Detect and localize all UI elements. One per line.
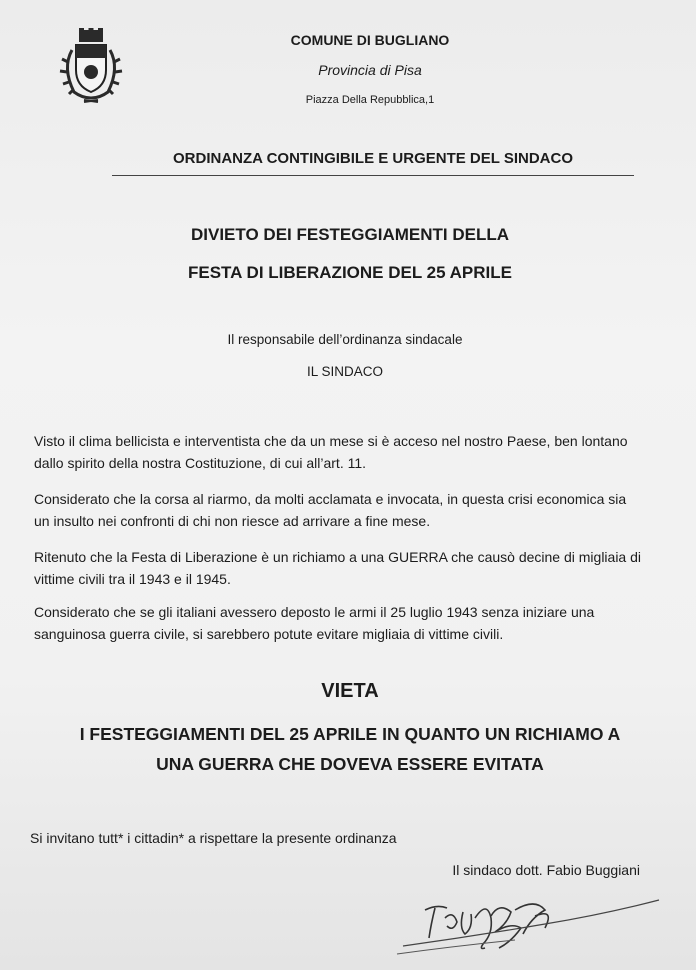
- mayor-label: IL SINDACO: [306, 364, 384, 379]
- paragraph-considerato-2: Considerato che se gli italiani avessero deposto le armi il 25 luglio 1943 senza iniziare una sanguinosa guerra civile, si sarebbero potute evitare migliaia di vittime civili.: [34, 604, 595, 642]
- heading-divider: [112, 175, 634, 176]
- title-line-1: DIVIETO DEI FESTEGGIAMENTI DELLA: [191, 225, 509, 244]
- address: Piazza Della Repubblica,1: [305, 94, 435, 106]
- invitation-text: Si invitano tutt* i cittadin* a rispettare la presente ordinanza: [30, 830, 397, 846]
- province-name: Provincia di Pisa: [318, 62, 422, 78]
- paragraph-considerato-1: Considerato che la corsa al riarmo, da molti acclamata e invocata, in questa crisi economica sia un insulto nei confronti di chi non riesce ad arrivare a fine mese.: [34, 491, 627, 529]
- title-line-2: FESTA DI LIBERAZIONE DEL 25 APRILE: [188, 263, 512, 282]
- signatory-name: Il sindaco dott. Fabio Buggiani: [452, 862, 640, 878]
- decree-verb: VIETA: [321, 680, 379, 702]
- coat-of-arms-icon: [58, 28, 124, 104]
- municipality-name: COMUNE DI BUGLIANO: [290, 32, 450, 48]
- prohibition-text: I FESTEGGIAMENTI DEL 25 APRILE IN QUANTO UN RICHIAMO A UNA GUERRA CHE DOVEVA ESSERE EVITATA: [79, 724, 621, 774]
- responsible-label: Il responsabile dell’ordinanza sindacale: [227, 332, 463, 347]
- ordinance-heading: ORDINANZA CONTINGIBILE E URGENTE DEL SINDACO: [172, 150, 573, 167]
- paragraph-visto: Visto il clima bellicista e interventista che da un mese si è acceso nel nostro Paese, ben lontano dallo spirito della nostra Costituzione, di cui all’art. 11.: [34, 433, 628, 471]
- paragraph-ritenuto: Ritenuto che la Festa di Liberazione è un richiamo a una GUERRA che causò decine di migliaia di vittime civili tra il 1943 e il 1945.: [34, 549, 642, 587]
- handwritten-signature-icon: [395, 888, 665, 958]
